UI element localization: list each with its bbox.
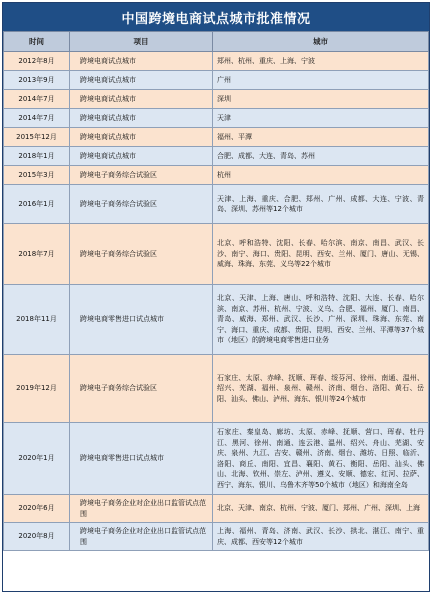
row-cities: 深圳: [213, 90, 429, 109]
row-cities: 郑州、杭州、重庆、上海、宁波: [213, 52, 429, 71]
row-cities: 石家庄、秦皇岛、廊坊、太原、赤峰、抚顺、营口、珲春、牡丹江、黑河、徐州、南通、连云港、温州、绍兴、舟山、芜湖、安庆、泉州、九江、吉安、赣州、济南、烟台、潍坊、日照、临沂、洛阳、商丘、南阳、宜昌、襄阳、黄石、衡阳、岳阳、汕头、佛山、北海、钦州、崇左、泸州、遵义、安顺、德宏、红河、拉萨、西宁、海东、银川、乌鲁木齐等50个城市（地区）和海南全岛: [213, 423, 429, 495]
row-date: 2014年7月: [4, 90, 70, 109]
header-row: [4, 32, 429, 52]
row-cities: 北京、呼和浩特、沈阳、长春、哈尔滨、南京、南昌、武汉、长沙、南宁、海口、贵阳、昆明、西安、兰州、厦门、唐山、无锡、威海、珠海、东莞、义乌等22个城市: [213, 224, 429, 285]
row-date: 2015年12月: [4, 128, 70, 147]
row-date: 2013年9月: [4, 71, 70, 90]
row-date: 2015年3月: [4, 166, 70, 185]
row-item: 跨境电子商务企业对企业出口监管试点范围: [70, 495, 213, 523]
row-date: 2018年7月: [4, 224, 70, 285]
row-item: 跨境电商试点城市: [70, 128, 213, 147]
header-item: 项目: [70, 32, 213, 52]
row-date: 2016年1月: [4, 185, 70, 224]
row-cities: 合肥、成都、大连、青岛、苏州: [213, 147, 429, 166]
table-row: [4, 147, 429, 166]
row-date: 2020年1月: [4, 423, 70, 495]
row-date: 2018年1月: [4, 147, 70, 166]
row-date: 2019年12月: [4, 355, 70, 423]
row-item: 跨境电子商务综合试验区: [70, 224, 213, 285]
table-row: [4, 423, 429, 495]
table-row: [4, 128, 429, 147]
row-cities: 北京、天津、南京、杭州、宁波、厦门、郑州、广州、深圳、上海: [213, 495, 429, 523]
row-item: 跨境电子商务综合试验区: [70, 355, 213, 423]
row-date: 2020年8月: [4, 523, 70, 551]
table-row: [4, 185, 429, 224]
row-cities: 福州、平潭: [213, 128, 429, 147]
row-item: 跨境电商试点城市: [70, 147, 213, 166]
table-row: [4, 523, 429, 551]
row-item: 跨境电子商务综合试验区: [70, 166, 213, 185]
header-city: 城市: [213, 32, 429, 52]
table-row: [4, 52, 429, 71]
row-item: 跨境电商试点城市: [70, 71, 213, 90]
table-title: 中国跨境电商试点城市批准情况: [3, 3, 429, 31]
pilot-city-table: [3, 31, 429, 551]
table-row: [4, 109, 429, 128]
row-item: 跨境电子商务企业对企业出口监管试点范围: [70, 523, 213, 551]
row-cities: 北京、天津、上海、唐山、呼和浩特、沈阳、大连、长春、哈尔滨、南京、苏州、杭州、宁波、义乌、合肥、福州、厦门、南昌、青岛、威海、郑州、武汉、长沙、广州、深圳、珠海、东莞、南宁、海口、重庆、成都、贵阳、昆明、西安、兰州、平潭等37个城市（地区）的跨境电商零售进口业务: [213, 285, 429, 355]
row-cities: 上海、福州、青岛、济南、武汉、长沙、拱北、湛江、南宁、重庆、成都、西安等12个城市: [213, 523, 429, 551]
row-date: 2014年7月: [4, 109, 70, 128]
row-item: 跨境电商试点城市: [70, 109, 213, 128]
table-row: [4, 166, 429, 185]
row-cities: 天津: [213, 109, 429, 128]
table-row: [4, 355, 429, 423]
table-row: [4, 71, 429, 90]
row-date: 2018年11月: [4, 285, 70, 355]
row-item: 跨境电商试点城市: [70, 52, 213, 71]
row-date: 2012年8月: [4, 52, 70, 71]
policy-table-card: [2, 2, 430, 592]
row-item: 跨境电商试点城市: [70, 90, 213, 109]
row-date: 2020年6月: [4, 495, 70, 523]
row-item: 跨境电商零售进口试点城市: [70, 423, 213, 495]
row-cities: 石家庄、太原、赤峰、抚顺、珲春、绥芬河、徐州、南通、温州、绍兴、芜湖、福州、泉州、赣州、济南、烟台、洛阳、黄石、岳阳、汕头、佛山、泸州、海东、银川等24个城市: [213, 355, 429, 423]
row-cities: 杭州: [213, 166, 429, 185]
table-row: [4, 495, 429, 523]
table-row: [4, 224, 429, 285]
table-row: [4, 285, 429, 355]
row-cities: 天津、上海、重庆、合肥、郑州、广州、成都、大连、宁波、青岛、深圳、苏州等12个城市: [213, 185, 429, 224]
row-cities: 广州: [213, 71, 429, 90]
header-date: 时间: [4, 32, 70, 52]
row-item: 跨境电商零售进口试点城市: [70, 285, 213, 355]
row-item: 跨境电子商务综合试验区: [70, 185, 213, 224]
table-row: [4, 90, 429, 109]
